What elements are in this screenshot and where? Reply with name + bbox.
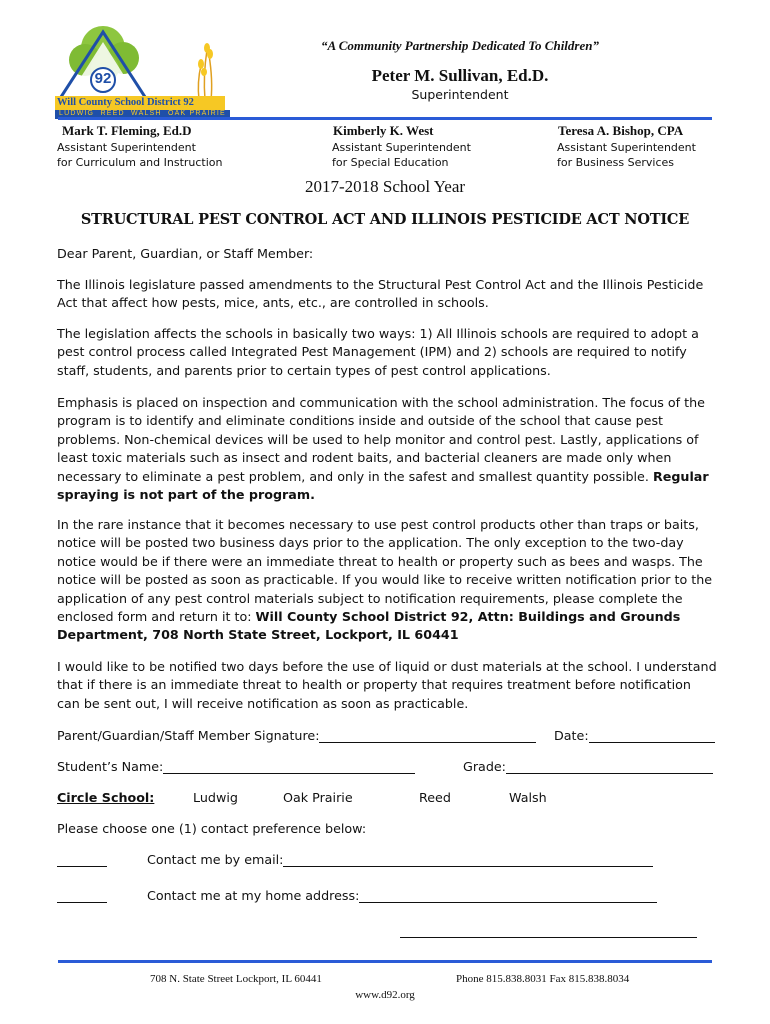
date-row	[554, 728, 715, 743]
school-option-oak-prairie[interactable]: Oak Prairie	[283, 790, 353, 805]
paragraph-3-text: Emphasis is placed on inspection and communication with the school administration. The focus of the program is to identify and eliminate conditions inside and outside of the school that cause pest problems. Non-chemical devices will be used to help monitor and control pest. Lastly, applications of least toxic materials such as insect and rodent baits, and bacterial cleaners are made only when necessary to eliminate a pest problem, and only in the safest and smallest quantity possible.	[57, 395, 705, 484]
address-field-line-2[interactable]	[400, 937, 697, 938]
staff-role-line: Assistant Superintendent	[557, 141, 696, 154]
staff-name-2: Kimberly K. West	[333, 123, 434, 138]
paragraph-4	[57, 516, 717, 645]
logo-schools-band: LUDWIG REED WALSH OAK PRAIRIE	[59, 110, 226, 117]
paragraph-3-bold: Regular spraying is not part of the program.	[57, 468, 709, 503]
student-name-field[interactable]	[163, 759, 415, 774]
footer-website[interactable]: www.d92.org	[355, 989, 415, 1001]
school-year: 2017-2018 School Year	[304, 177, 466, 196]
staff-role-2	[332, 140, 471, 170]
email-row	[147, 852, 653, 867]
address-choice-blank[interactable]	[57, 902, 107, 903]
footer-rule	[58, 960, 712, 963]
email-field[interactable]	[283, 852, 653, 867]
superintendent-name: Peter M. Sullivan, Ed.D.	[371, 66, 549, 85]
signature-row	[57, 728, 536, 743]
paragraph-1: The Illinois legislature passed amendments to the Structural Pest Control Act and the Illinois Pesticide Act that affect how pests, mice, ants, etc., are controlled in schools.	[57, 277, 704, 311]
email-choice-blank[interactable]	[57, 866, 107, 867]
footer-address: 708 N. State Street Lockport, IL 60441	[150, 973, 322, 985]
circle-school-label: Circle School:	[57, 790, 155, 805]
grade-field[interactable]	[506, 759, 713, 774]
staff-name-1: Mark T. Fleming, Ed.D	[62, 123, 192, 138]
paragraph-5: I would like to be notified two days before the use of liquid or dust materials at the school. I understand that if there is an immediate threat to health or property that requires treatment before notification can be sent out, I will receive notification as soon as practicable.	[57, 659, 717, 711]
superintendent-title: Superintendent	[411, 87, 509, 102]
staff-role-3	[557, 140, 696, 170]
school-option-walsh[interactable]: Walsh	[509, 790, 547, 805]
paragraph-3	[57, 394, 717, 504]
date-field[interactable]	[589, 728, 715, 743]
address-field-line-1[interactable]	[359, 888, 657, 903]
signature-field[interactable]	[319, 728, 536, 743]
notice-title: STRUCTURAL PEST CONTROL ACT AND ILLINOIS PESTICIDE ACT NOTICE	[80, 211, 690, 228]
date-label: Date:	[554, 728, 589, 743]
header-rule	[58, 117, 712, 120]
logo-number: 92	[94, 70, 112, 87]
tagline: “A Community Partnership Dedicated To Children”	[321, 38, 599, 53]
staff-role-line: for Business Services	[557, 156, 675, 169]
address-row	[147, 888, 657, 903]
district-logo	[55, 20, 230, 120]
paragraph-4-text: In the rare instance that it becomes necessary to use pest control products other than traps or baits, notice will be posted two business days prior to the application. The only exception to the two-day notice would be if there were an immediate threat to health or property such as bees and wasps. The notice will be posted as soon as practicable. If you would like to receive written notification prior to the application of any pest control materials subject to notification requirements, please complete the enclosed form and return it to:	[57, 517, 713, 625]
staff-role-line: Assistant Superintendent	[57, 141, 196, 154]
signature-label: Parent/Guardian/Staff Member Signature:	[57, 728, 320, 743]
grade-label: Grade:	[463, 759, 506, 774]
staff-role-line: for Special Education	[332, 156, 449, 169]
grade-row	[463, 759, 713, 774]
student-name-label: Student’s Name:	[57, 759, 164, 774]
salutation: Dear Parent, Guardian, or Staff Member:	[57, 246, 314, 261]
staff-role-line: Assistant Superintendent	[332, 141, 471, 154]
footer-phone-fax: Phone 815.838.8031 Fax 815.838.8034	[456, 973, 630, 985]
school-option-ludwig[interactable]: Ludwig	[193, 790, 238, 805]
staff-role-1	[57, 140, 223, 170]
school-option-reed[interactable]: Reed	[419, 790, 451, 805]
paragraph-2: The legislation affects the schools in basically two ways: 1) All Illinois schools are required to adopt a pest control process called Integrated Pest Management (IPM) and 2) schools are required to notify staff, students, and parents prior to certain types of pest control applications.	[57, 326, 699, 378]
staff-name-3: Teresa A. Bishop, CPA	[558, 123, 684, 138]
address-label: Contact me at my home address:	[147, 888, 360, 903]
contact-preference-label: Please choose one (1) contact preference below:	[57, 821, 367, 836]
staff-role-line: for Curriculum and Instruction	[57, 156, 223, 169]
student-row	[57, 759, 415, 774]
paragraph-4-bold: Will County School District 92, Attn: Buildings and Grounds Department, 708 North State Street, Lockport, IL 60441	[57, 609, 681, 643]
email-label: Contact me by email:	[147, 852, 284, 867]
logo-district-name: Will County School District 92	[57, 97, 194, 108]
